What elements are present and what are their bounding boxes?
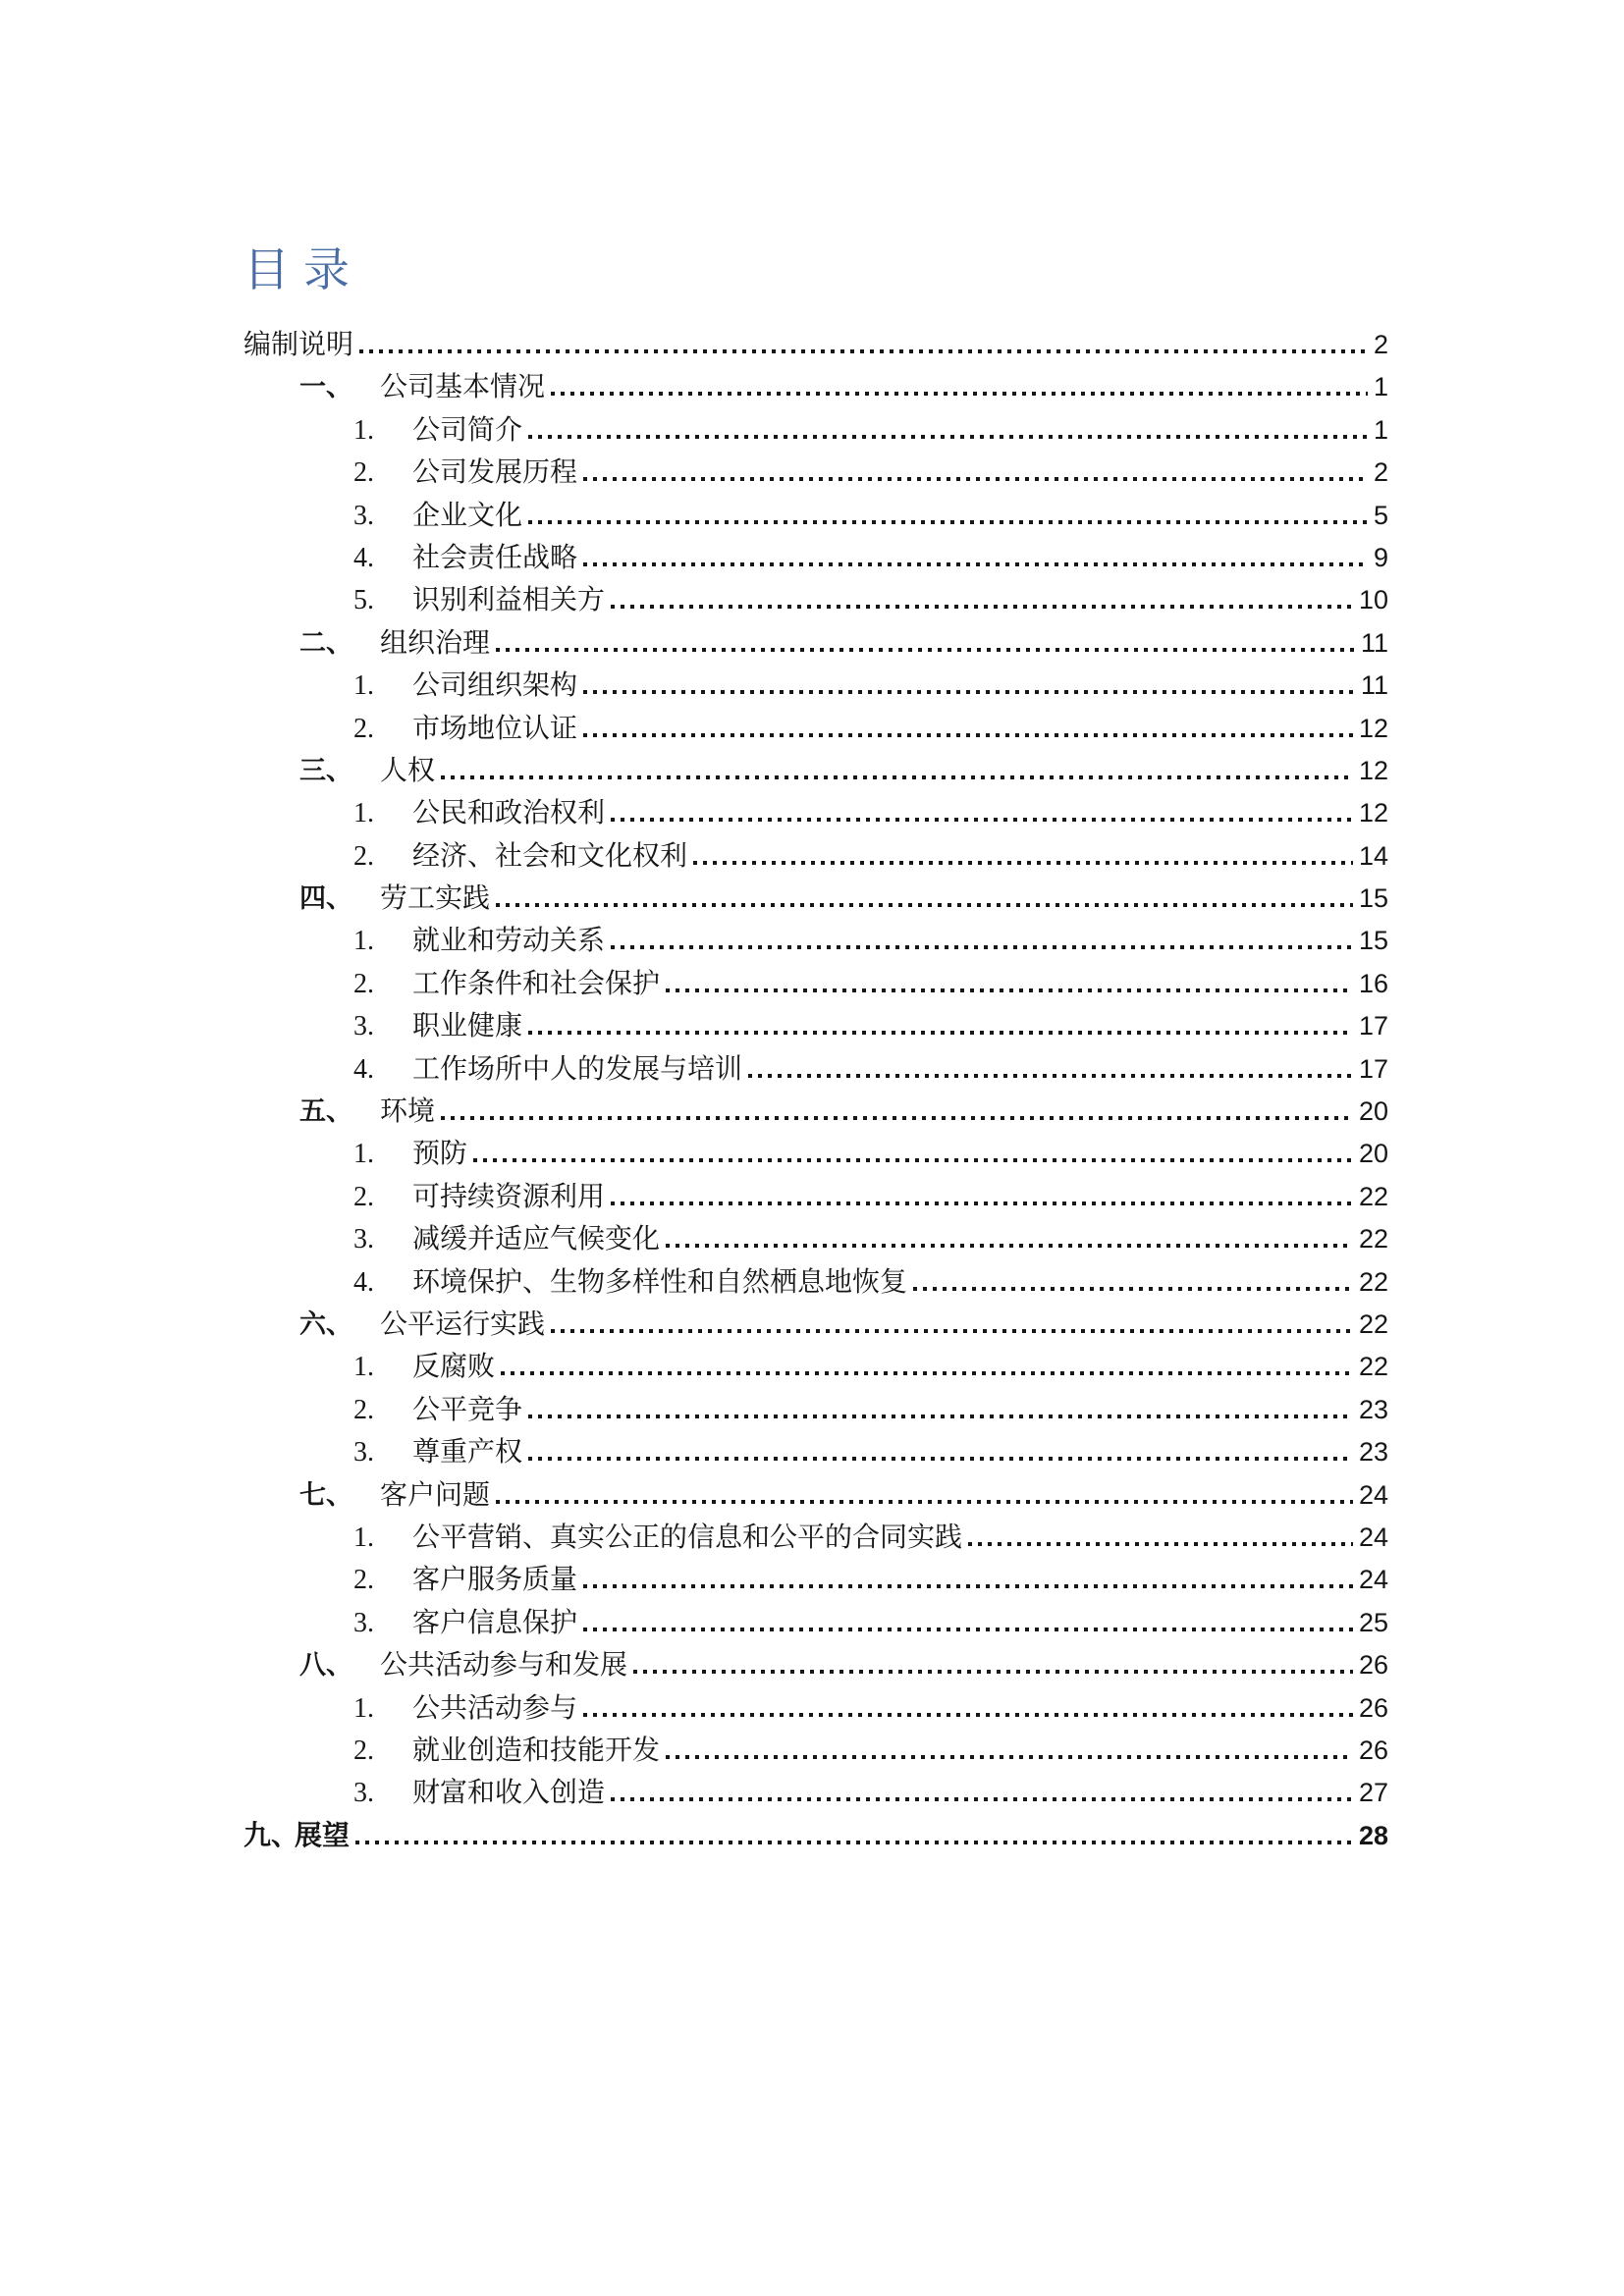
dot-leader [551,1329,1353,1333]
toc-entry-label: 环境 [380,1096,436,1128]
dot-leader [611,605,1353,609]
dot-leader [528,1031,1353,1035]
toc-entry-page: 24 [1358,1522,1388,1552]
toc-entry-label: 客户信息保护 [412,1607,578,1638]
toc-entry [244,963,1388,1005]
toc-entry-label: 财富和收入创造 [412,1778,606,1809]
dot-leader [528,435,1368,439]
toc-entry-page: 22 [1358,1308,1388,1339]
toc-entry-number: 2. [353,1565,374,1596]
toc-entry-number: 3. [353,1607,374,1638]
dot-leader [528,520,1368,524]
toc-entry-label: 公平竞争 [412,1394,523,1425]
dot-leader [583,1584,1353,1588]
dot-leader [583,477,1368,481]
toc-entry [244,1176,1388,1218]
dot-leader [611,1201,1353,1205]
toc-entry-number: 2. [353,457,374,489]
dot-leader [583,1713,1353,1717]
toc-entry-label: 公共活动参与 [412,1692,578,1724]
toc-entry [244,665,1388,707]
dot-leader [693,861,1353,865]
dot-leader [666,988,1353,992]
toc-entry-label: 职业健康 [412,1011,523,1042]
toc-entry-label: 劳工实践 [380,883,491,915]
toc-entry-number: 5. [353,585,374,616]
toc-entry [244,1389,1388,1431]
toc-entry-number: 二、 [299,627,352,658]
toc-entry-number: 4. [353,1266,374,1298]
toc-entry [244,1304,1388,1346]
toc-entry-number: 九、 [244,1820,299,1851]
toc-content [244,236,1388,1857]
toc-entry-page: 24 [1358,1565,1388,1595]
toc-entry-number: 1. [353,926,374,957]
toc-entry-number: 1. [353,414,374,446]
toc-entry-number: 2. [353,1181,374,1212]
toc-entry-label: 识别利益相关方 [412,585,606,616]
toc-entry-page: 26 [1358,1735,1388,1765]
toc-entry-label: 组织治理 [380,627,491,659]
toc-entry-page: 28 [1358,1820,1388,1850]
toc-entry-number: 五、 [299,1096,352,1127]
dot-leader [355,1841,1353,1844]
dot-leader [528,1457,1353,1461]
toc-entry-page: 22 [1358,1266,1388,1297]
toc-entry-page: 24 [1358,1479,1388,1510]
toc-entry [244,708,1388,750]
toc-entry [244,409,1388,452]
toc-entry-label: 工作场所中人的发展与培训 [412,1053,743,1085]
toc-entry-label: 公司发展历程 [412,457,578,489]
toc-entry-number: 1. [353,1352,374,1383]
toc-entry [244,792,1388,834]
toc-entry-number: 四、 [299,883,352,914]
dot-leader [528,1415,1353,1418]
toc-entry [244,1687,1388,1730]
toc-entry-label: 公平运行实践 [380,1308,546,1340]
toc-entry-label: 市场地位认证 [412,713,578,744]
dot-leader [501,1371,1353,1375]
toc-entry-number: 1. [353,1522,374,1553]
toc-entry-number: 2. [353,1735,374,1766]
toc-entry-label: 公司组织架构 [412,670,578,702]
toc-entry-number: 七、 [299,1479,352,1510]
toc-entry-number: 4. [353,1053,374,1085]
toc-entry-label: 工作条件和社会保护 [412,968,661,999]
toc-entry [244,452,1388,494]
toc-entry-page: 22 [1358,1352,1388,1382]
toc-entry-label: 就业创造和技能开发 [412,1735,661,1766]
toc-entry-page: 12 [1358,798,1388,828]
toc-entry [244,1772,1388,1814]
toc-entry [244,537,1388,579]
toc-entry-page: 23 [1358,1437,1388,1468]
toc-entry-label: 展望 [295,1820,351,1851]
toc-entry-page: 15 [1358,883,1388,914]
toc-entry-number: 六、 [299,1308,352,1339]
toc-entry-label: 经济、社会和文化权利 [412,840,688,872]
toc-entry-page: 22 [1358,1224,1388,1255]
toc-entry-label: 公司基本情况 [380,372,546,403]
toc-entry-number: 3. [353,1437,374,1468]
dot-leader [496,648,1355,652]
toc-entry-number: 1. [353,798,374,829]
toc-entry-page: 23 [1358,1394,1388,1424]
toc-entry-label: 公共活动参与和发展 [380,1650,628,1682]
dot-leader [359,349,1368,353]
toc-entry [244,835,1388,878]
toc-entry-page: 11 [1360,627,1388,658]
toc-entry [244,1559,1388,1601]
toc-entry-number: 2. [353,1394,374,1425]
toc-entry-page: 17 [1358,1053,1388,1084]
toc-entry-label: 客户问题 [380,1479,491,1511]
toc-entry [244,1048,1388,1091]
toc-entry-number: 3. [353,1778,374,1809]
toc-entry-label: 社会责任战略 [412,542,578,573]
toc-entry [244,1261,1388,1304]
toc-entry-page: 12 [1358,755,1388,785]
toc-entry [244,1005,1388,1047]
toc-entry [244,1815,1388,1857]
toc-entry [244,878,1388,920]
toc-entry-number: 3. [353,1224,374,1255]
toc-entry [244,920,1388,962]
dot-leader [611,1797,1353,1801]
toc-entry [244,1517,1388,1559]
toc-entry-number: 3. [353,1011,374,1042]
toc-entry-label: 公司简介 [412,414,523,446]
toc-entry-page: 27 [1358,1778,1388,1808]
dot-leader [611,818,1353,822]
toc-entry-number: 八、 [299,1650,352,1681]
toc-entry-number: 一、 [299,372,352,402]
toc-entry [244,1091,1388,1133]
toc-entry [244,1474,1388,1517]
toc-entry-number: 1. [353,1692,374,1724]
toc-entry-page: 20 [1358,1096,1388,1127]
dot-leader [666,1244,1353,1248]
toc-entry-label: 反腐败 [412,1352,496,1383]
toc-entry-page: 12 [1358,713,1388,743]
dot-leader [583,690,1355,694]
toc-entry-number: 2. [353,840,374,872]
toc-entry [244,495,1388,537]
dot-leader [633,1670,1353,1674]
toc-entry [244,1644,1388,1686]
toc-entry-page: 11 [1360,670,1388,701]
toc-entry-page: 2 [1373,457,1388,488]
toc-entry [244,1133,1388,1175]
toc-list [244,324,1388,1857]
toc-entry [244,579,1388,621]
toc-entry [244,1602,1388,1644]
toc-entry-number: 1. [353,670,374,702]
toc-entry-page: 15 [1358,926,1388,956]
toc-entry-page: 26 [1358,1692,1388,1723]
dot-leader [441,775,1353,779]
toc-entry-number: 三、 [299,755,352,785]
toc-entry-number: 4. [353,542,374,573]
toc-entry-number: 2. [353,713,374,744]
dot-leader [583,562,1368,566]
toc-entry-page: 5 [1373,500,1388,530]
toc-entry [244,1431,1388,1473]
toc-entry-number: 3. [353,500,374,531]
toc-entry [244,1218,1388,1260]
dot-leader [666,1755,1353,1759]
toc-entry-label: 可持续资源利用 [412,1181,606,1212]
page-title: 目录 [244,245,363,296]
toc-entry-page: 16 [1358,968,1388,998]
toc-entry [244,366,1388,408]
toc-entry-page: 20 [1358,1139,1388,1169]
dot-leader [583,733,1353,737]
toc-entry-label: 企业文化 [412,500,523,531]
dot-leader [473,1158,1353,1162]
dot-leader [968,1542,1353,1546]
toc-entry-number: 1. [353,1139,374,1170]
toc-entry-label: 公民和政治权利 [412,798,606,829]
toc-entry [244,1346,1388,1388]
dot-leader [551,392,1368,396]
toc-entry-page: 17 [1358,1011,1388,1041]
dot-leader [496,903,1353,907]
dot-leader [913,1287,1353,1291]
toc-entry-label: 公平营销、真实公正的信息和公平的合同实践 [412,1522,963,1553]
toc-entry-label: 尊重产权 [412,1437,523,1468]
toc-entry-page: 10 [1358,585,1388,615]
toc-entry-label: 减缓并适应气候变化 [412,1224,661,1255]
dot-leader [748,1074,1353,1078]
toc-entry-page: 25 [1358,1607,1388,1637]
toc-entry-page: 2 [1373,330,1388,359]
toc-entry-page: 22 [1358,1181,1388,1211]
toc-entry-number: 2. [353,968,374,999]
toc-entry-label: 人权 [380,755,436,786]
toc-entry-page: 1 [1373,414,1388,445]
toc-entry-label: 编制说明 [244,330,354,360]
toc-entry [244,750,1388,792]
dot-leader [611,945,1353,949]
toc-entry [244,622,1388,665]
toc-entry-label: 就业和劳动关系 [412,926,606,957]
toc-entry-label: 环境保护、生物多样性和自然栖息地恢复 [412,1266,908,1298]
toc-entry-label: 预防 [412,1139,468,1170]
toc-entry-page: 1 [1373,372,1388,402]
toc-entry-label: 客户服务质量 [412,1565,578,1596]
dot-leader [583,1628,1353,1631]
toc-entry [244,1730,1388,1772]
dot-leader [441,1116,1353,1120]
toc-entry-page: 14 [1358,840,1388,871]
toc-entry-page: 26 [1358,1650,1388,1681]
dot-leader [496,1500,1353,1504]
toc-entry [244,324,1388,366]
toc-entry-page: 9 [1373,542,1388,572]
